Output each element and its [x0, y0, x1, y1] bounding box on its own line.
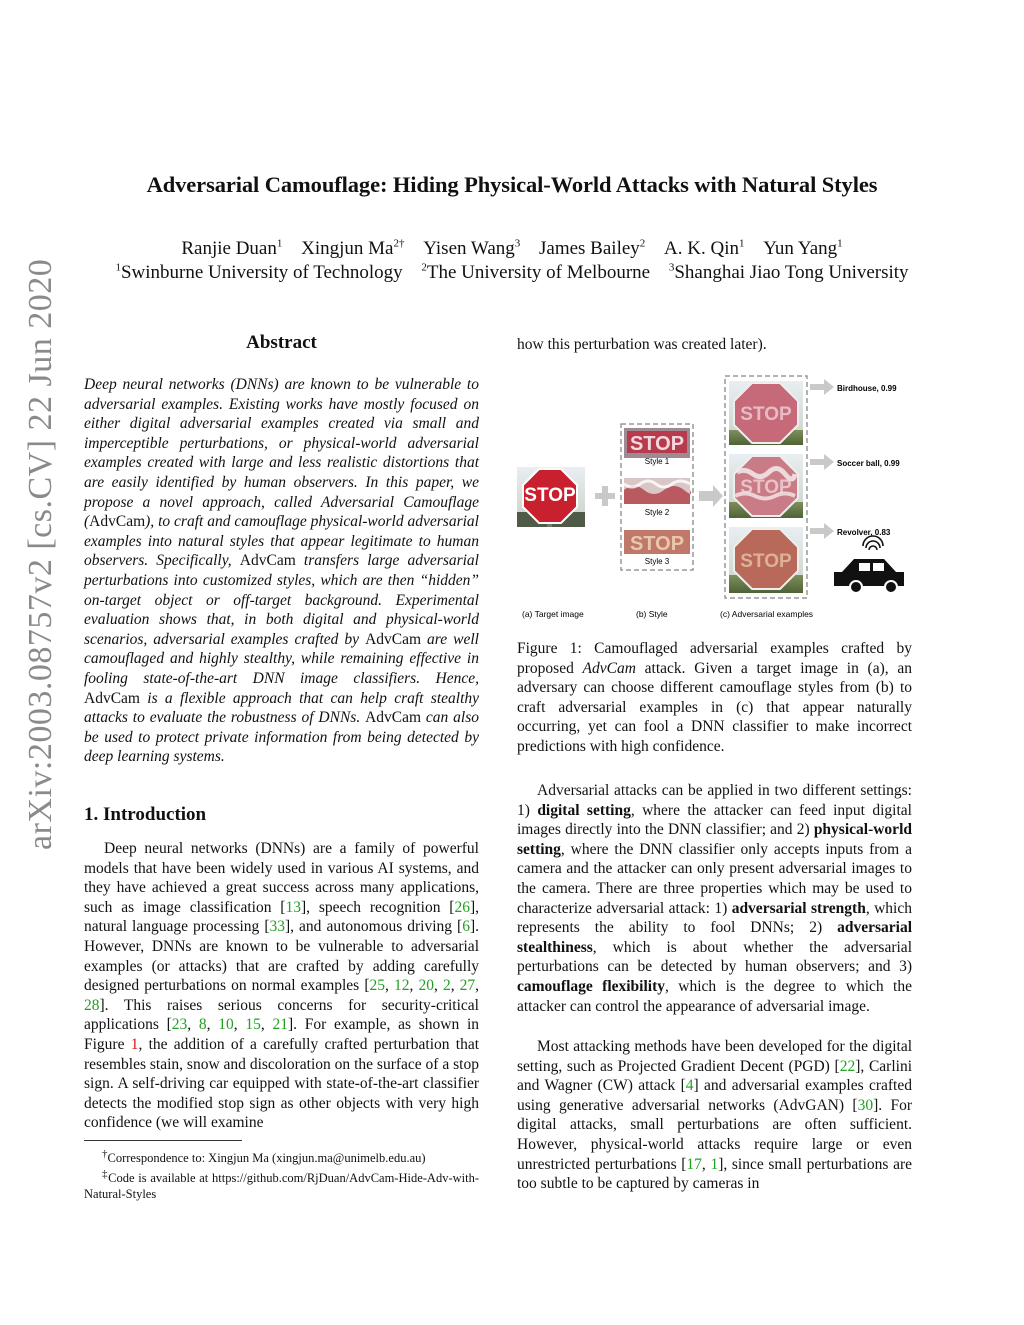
- citation-link[interactable]: 27: [459, 977, 476, 995]
- author: A. K. Qin$^1$: [664, 238, 745, 260]
- author: Ranjie Duan$^1$: [181, 238, 283, 260]
- plus-icon: [595, 486, 615, 506]
- citation-link[interactable]: 28: [84, 996, 100, 1014]
- stop-label: STOP: [524, 485, 576, 506]
- svg-text:STOP: STOP: [740, 477, 792, 498]
- panel-label-a: (a) Target image: [522, 609, 584, 619]
- svg-text:STOP: STOP: [740, 551, 792, 572]
- abstract-body: Deep neural networks (DNNs) are known to be vulnerable to adversarial examples. Existing works have mostly focused on either digital adversarial examples created via small and imperceptible perturbations, or physical-world adversarial examples created with large and less realistic distortions that are easily identified by human observers. In this paper, we propose a novel approach, called Adversarial Camouflage (AdvCam), to craft and camouflage physical-world adversarial examples into natural styles that appear legitimate to human observers. Specifically, AdvCam transfers large adversarial perturbations into customized styles, which are then “hidden” on-target object or off-target background. Experimental evaluation shows that, in both digital and physical-world scenarios, adversarial examples crafted by AdvCam are well camouflaged and highly stealthy, while remaining effective in fooling state-of-the-art DNN image classifiers. Hence, AdvCam is a flexible approach that can help craft stealthy attacks to evaluate the robustness of DNNs. AdvCam can also be used to protect private information from being detected by deep learning systems.: [84, 376, 479, 766]
- citation-link[interactable]: 2: [442, 977, 451, 995]
- figure-1: [517, 372, 912, 627]
- svg-text:STOP: STOP: [629, 433, 685, 455]
- prediction-3: [810, 523, 891, 539]
- citation-link[interactable]: 20: [418, 977, 434, 995]
- svg-text:STOP: STOP: [629, 533, 685, 555]
- style-1-label: Style 1: [644, 457, 670, 466]
- prediction-1-label: Birdhouse, 0.99: [837, 384, 897, 393]
- figure-1-caption: Figure 1: Camouflaged adversarial examples crafted by proposed AdvCam attack. Given a target image in (a), an adversary can choose different camouflage styles from (b) to craft adversarial examples in (c) that appear naturally occurring, yet can fool a DNN classifier to make incorrect predictions with high confidence.: [517, 640, 912, 755]
- citation-link[interactable]: 25: [369, 977, 385, 995]
- target-image: [517, 467, 585, 527]
- section-heading-introduction: 1. Introduction: [84, 804, 207, 825]
- self-driving-car-icon: [834, 536, 904, 593]
- adv-example-3: [729, 527, 803, 593]
- paper-title: Adversarial Camouflage: Hiding Physical-World Attacks with Natural Styles: [146, 172, 878, 197]
- citation-link[interactable]: 15: [245, 1016, 261, 1034]
- intro-paragraph: Deep neural networks (DNNs) are a family of powerful models that have been widely used in various AI systems, and they have achieved a great success across many applications, such as image classification [13], speech recognition [26], natural language processing [33], and autonomous driving [6]. However, DNNs are known to be vulnerable to adversarial examples (or attacks) that are crafted by adding carefully designed perturbations on normal examples [25, 12, 20, 2, 27, 28]. This raises serious concerns for security-critical applications [23, 8, 10, 15, 21]. For example, as shown in Figure 1, the addition of a carefully crafted perturbation that resembles stain, snow and discoloration on the surface of a stop sign. A self-driving car equipped with state-of-the-art classifier detects the modified stop sign as other objects with very high confidence (we will examine: [84, 840, 480, 1132]
- author-list: [0, 238, 1024, 260]
- author: James Bailey$^2$: [539, 238, 646, 260]
- adv-example-2: [729, 454, 803, 518]
- footnote-2: ‡Code is available at https://github.com/RjDuan/AdvCam-Hide-Adv-with-Natural-Styles: [84, 1168, 480, 1202]
- affiliation-list: [0, 262, 1024, 284]
- citation-link[interactable]: 10: [218, 1016, 234, 1034]
- citation-link[interactable]: 23: [171, 1016, 188, 1034]
- affiliation: $^2$The University of Melbourne: [421, 262, 651, 284]
- author: Yisen Wang$^3$: [423, 238, 521, 260]
- citation-link[interactable]: 4: [685, 1077, 694, 1095]
- prediction-2: [810, 454, 900, 470]
- figure-ref-link[interactable]: 1: [130, 1035, 139, 1053]
- svg-text:STOP: STOP: [740, 404, 792, 425]
- style-2-label: Style 2: [644, 508, 670, 517]
- right-paragraph-2: Most attacking methods have been developed for the digital setting, such as Projected Gradient Decent (PGD) [22], Carlini and Wagner (CW) attack [4] and adversarial examples crafted using generative adversarial networks (AdvGAN) [30]. For digital attacks, small perturbations are often sufficient. However, physical-world attacks require large or even unrestricted perturbations [17, 1], since small perturbations are too subtle to be captured by cameras in: [517, 1038, 913, 1193]
- citation-link[interactable]: 33: [269, 918, 285, 936]
- prediction-2-label: Soccer ball, 0.99: [837, 459, 900, 468]
- author: Xingjun $Ma^{2\dagger}$: [301, 238, 405, 260]
- continued-text: how this perturbation was created later).: [517, 336, 767, 353]
- arxiv-stamp: arXiv:2003.08757v2 [cs.CV] 22 Jun 2020: [22, 258, 59, 850]
- citation-link[interactable]: 13: [285, 898, 301, 916]
- citation-link[interactable]: 8: [198, 1016, 207, 1034]
- citation-link[interactable]: 6: [462, 918, 470, 936]
- style-2: [624, 478, 691, 517]
- abstract-heading: Abstract: [246, 332, 317, 353]
- panel-label-b: (b) Style: [636, 609, 668, 619]
- citation-link[interactable]: 17: [686, 1155, 702, 1173]
- citation-link[interactable]: 30: [857, 1096, 874, 1114]
- style-3: [624, 530, 690, 566]
- footnotes: [84, 1146, 479, 1202]
- citation-link[interactable]: 21: [272, 1016, 288, 1034]
- adv-example-1: [729, 381, 803, 445]
- author: Yun Yang$^1$: [763, 238, 843, 260]
- right-paragraph-1: Adversarial attacks can be applied in two different settings: 1) digital setting, where the attacker can feed input digital images directly into the DNN classifier; and 2) physical-world setting, where the DNN classifier only accepts inputs from a camera and the attacker can only present adversarial images to the camera. There are three properties which may be used to characterize adversarial attack: 1) adversarial strength, which represents the ability to fool DNNs; 2) adversarial stealthiness, which is about whether the adversarial perturbations can be detected by human observers; and 3) camouflage flexibility, which is the degree to which the attacker can control the appearance of adversarial image.: [517, 782, 912, 1015]
- citation-link[interactable]: 12: [393, 977, 410, 995]
- footnote-rule: [84, 1140, 242, 1141]
- affiliation: $^1$Swinburne University of Technology: [115, 262, 403, 284]
- arrow-icon: [699, 485, 723, 507]
- prediction-3-label: Revolver, 0.83: [837, 528, 891, 537]
- citation-link[interactable]: 26: [454, 898, 470, 916]
- panel-label-c: (c) Adversarial examples: [720, 609, 814, 619]
- affiliation: $^3$Shanghai Jiao Tong University: [668, 262, 909, 284]
- style-3-label: Style 3: [644, 557, 670, 566]
- style-1: [624, 428, 690, 466]
- citation-link[interactable]: 1: [710, 1155, 719, 1173]
- citation-link[interactable]: 22: [839, 1057, 856, 1075]
- footnote-1: †Correspondence to: Xingjun Ma (xingjun.ma@unimelb.edu.au): [102, 1148, 426, 1166]
- prediction-1: [810, 379, 897, 395]
